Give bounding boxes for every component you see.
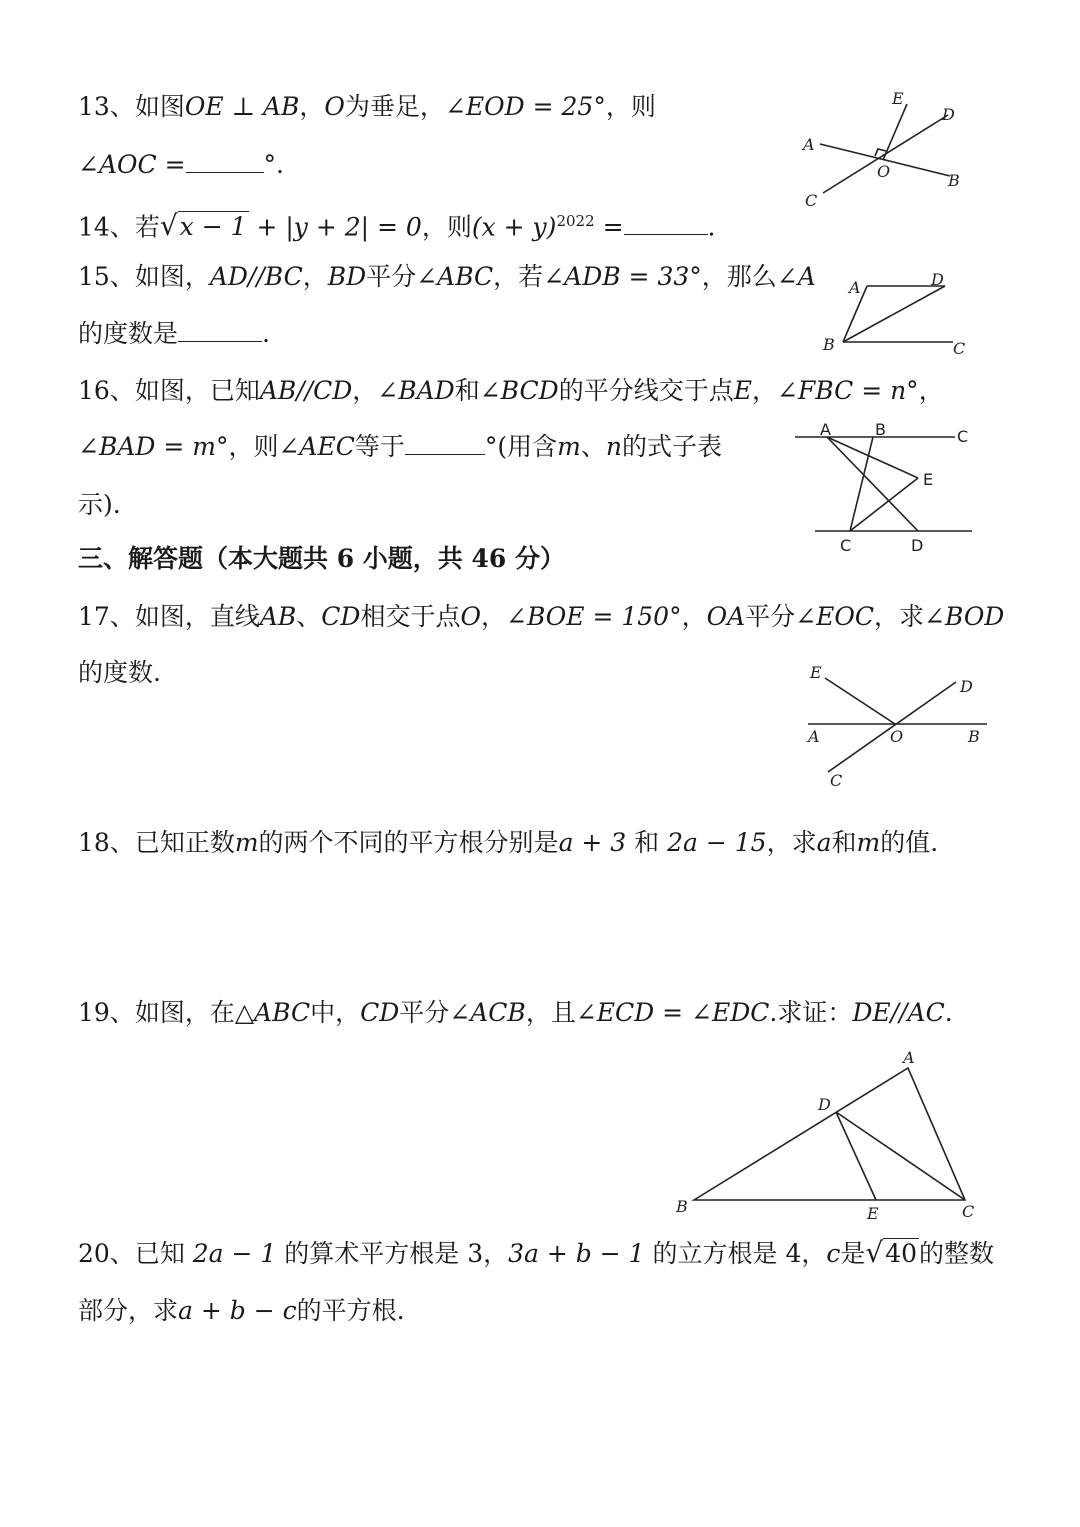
figure-q15 [815, 265, 985, 360]
q18-line: 18、已知正数m的两个不同的平方根分别是a + 3 和 2a − 15，求a和m的值. [78, 828, 939, 857]
fig16-label-b: B [875, 420, 886, 439]
fig13-label-o: O [877, 162, 891, 181]
answer-blank [405, 450, 485, 455]
fig13-label-c: C [805, 191, 818, 210]
figure-q13 [790, 88, 980, 213]
figure-q19 [670, 1045, 990, 1225]
q15-line2: 的度数是 . [78, 319, 270, 348]
fig13-line-oe [883, 104, 907, 160]
q16-line3: 示). [78, 490, 121, 519]
fig16-line-cb [850, 437, 873, 531]
fig17-label-o: O [890, 727, 904, 746]
fig19-label-e: E [867, 1204, 879, 1223]
q13-line1: 13、如图OE ⊥ AB，O为垂足，∠EOD = 25°，则 [78, 92, 656, 121]
q19-line: 19、如图，在△ABC中，CD平分∠ACB，且∠ECD = ∠EDC.求证：DE//AC. [78, 998, 953, 1027]
fig17-label-a: A [808, 727, 820, 746]
q15-line1: 15、如图，AD//BC，BD平分∠ABC，若∠ADB = 33°，那么∠A [78, 262, 816, 291]
fig13-label-e: E [892, 89, 904, 108]
fig13-label-b: B [948, 171, 960, 190]
fig19-label-d: D [818, 1095, 831, 1114]
q20-line1: 20、已知 2a − 1 的算术平方根是 3，3a + b − 1 的立方根是 4，c是√40的整数 [78, 1236, 995, 1269]
fig17-label-d: D [960, 677, 973, 696]
fig13-label-a: A [803, 135, 815, 154]
fig13-label-d: D [942, 105, 955, 124]
fig16-label-d: D [911, 536, 924, 555]
answer-blank [624, 230, 708, 235]
fig17-label-c: C [830, 771, 843, 790]
fig17-label-e: E [810, 663, 822, 682]
q20-line2: 部分，求a + b − c的平方根. [78, 1296, 405, 1325]
figure-q16 [790, 418, 980, 558]
q17-line1: 17、如图，直线AB、CD相交于点O，∠BOE = 150°，OA平分∠EOC，求∠BOD [78, 602, 1005, 631]
sqrt-expression: √x − 1 [159, 209, 247, 243]
fig16-label-c: C [840, 536, 852, 555]
fig16-label-e: E [923, 470, 934, 489]
fig15-label-a: A [849, 278, 861, 297]
answer-blank [186, 168, 264, 173]
q17-line2: 的度数. [78, 658, 161, 687]
fig15-label-b: B [823, 335, 835, 354]
fig19-triangle-abc [694, 1068, 965, 1200]
fig19-label-a: A [903, 1048, 915, 1067]
fig19-label-b: B [676, 1197, 688, 1216]
fig19-label-c: C [962, 1202, 975, 1221]
fig15-label-c: C [953, 339, 966, 358]
q16-line1: 16、如图，已知AB//CD，∠BAD和∠BCD的平分线交于点E，∠FBC = n°， [78, 376, 944, 405]
fig15-label-d: D [931, 270, 944, 289]
q13-line2: ∠AOC = °. [78, 150, 284, 179]
fig16-line-ad [827, 437, 918, 531]
fig16-line-ae [827, 437, 918, 478]
q14-line: 14、若√x − 1 + |y + 2| = 0，则$(x + y)^{2022}$ = . [78, 209, 716, 243]
q16-line2: ∠BAD = m°，则∠AEC等于 °(用含m、n的式子表 [78, 432, 723, 461]
q13-number: 13、 [78, 92, 135, 121]
fig16-label-c-top: C [957, 427, 969, 446]
fig17-line-oe [825, 678, 895, 724]
sqrt-expression: √40 [865, 1236, 918, 1269]
fig17-label-b: B [968, 727, 980, 746]
section-heading: 三、解答题（本大题共 6 小题，共 46 分） [78, 544, 566, 573]
fig16-label-a: A [820, 420, 831, 439]
figure-q17 [800, 660, 995, 790]
answer-blank [178, 337, 262, 342]
